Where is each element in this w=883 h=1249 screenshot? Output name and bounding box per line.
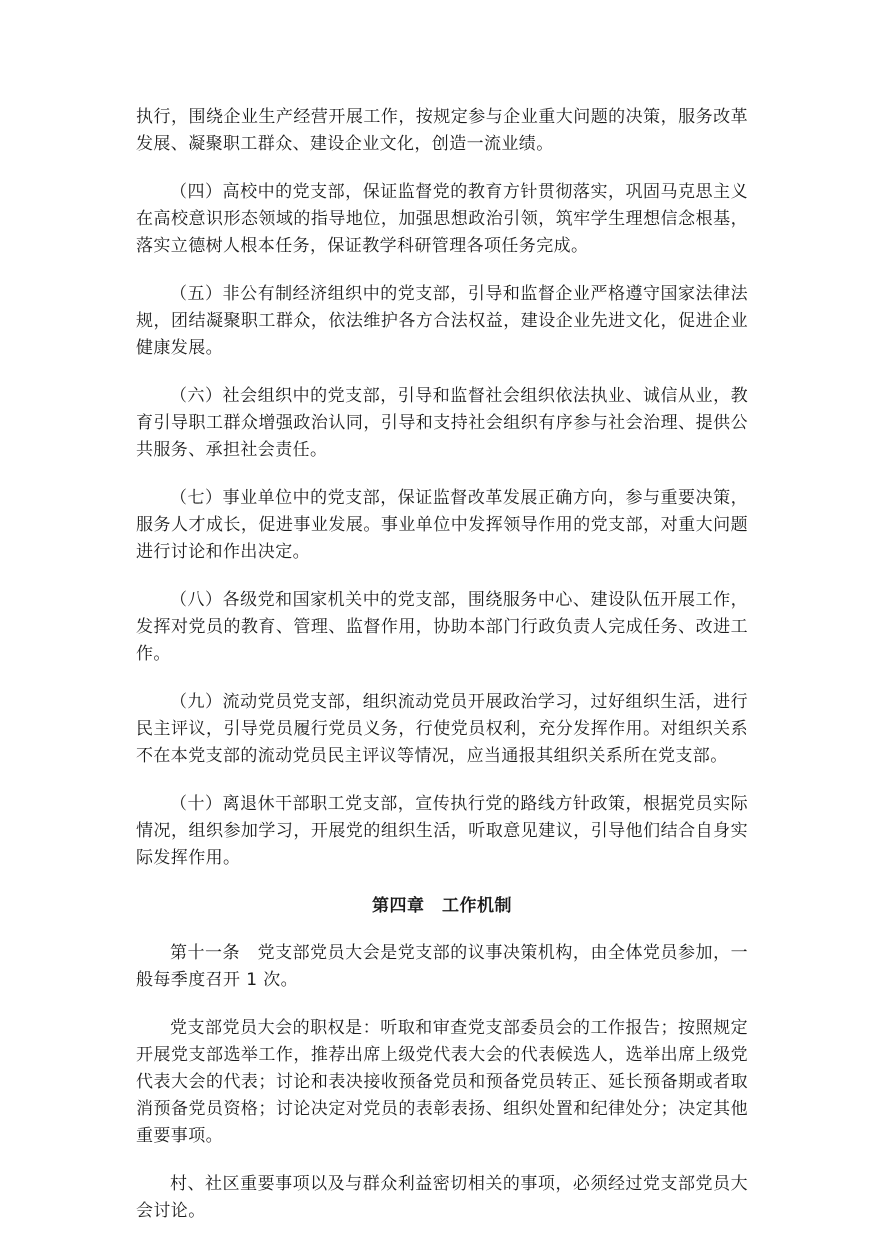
paragraph-item-4: （四）高校中的党支部，保证监督党的教育方针贯彻落实，巩固马克思主义在高校意识形态领域的指导地位，加强思想政治引领，筑牢学生理想信念根基，落实立德树人根本任务，保证教学科研管理各项任务完成。 (136, 182, 748, 256)
document-body (136, 104, 748, 1246)
paragraph-powers: 党支部党员大会的职权是：听取和审查党支部委员会的工作报告；按照规定开展党支部选举工作，推荐出席上级党代表大会的代表候选人，选举出席上级党代表大会的代表；讨论和表决接收预备党员和预备党员转正、延长预备期或者取消预备党员资格；讨论决定对党员的表彰表扬、组织处置和纪律处分；决定其他重要事项。 (136, 1018, 748, 1146)
paragraph-item-10: （十）离退休干部职工党支部，宣传执行党的路线方针政策，根据党员实际情况，组织参加学习，开展党的组织生活，听取意见建议，引导他们结合自身实际发挥作用。 (136, 794, 748, 868)
paragraph-item-6: （六）社会组织中的党支部，引导和监督社会组织依法执业、诚信从业，教育引导职工群众增强政治认同，引导和支持社会组织有序参与社会治理、提供公共服务、承担社会责任。 (136, 386, 748, 460)
paragraph-item-7: （七）事业单位中的党支部，保证监督改革发展正确方向，参与重要决策，服务人才成长，促进事业发展。事业单位中发挥领导作用的党支部，对重大问题进行讨论和作出决定。 (136, 488, 748, 562)
chapter-title: 第四章 工作机制 (372, 896, 512, 916)
paragraph-item-9: （九）流动党员党支部，组织流动党员开展政治学习，过好组织生活，进行民主评议，引导党员履行党员义务，行使党员权利，充分发挥作用。对组织关系不在本党支部的流动党员民主评议等情况，应当通报其组织关系所在党支部。 (136, 692, 748, 766)
paragraph-item-8: （八）各级党和国家机关中的党支部，围绕服务中心、建设队伍开展工作，发挥对党员的教育、管理、监督作用，协助本部门行政负责人完成任务、改进工作。 (136, 590, 748, 664)
paragraph-article-11: 第十一条 党支部党员大会是党支部的议事决策机构，由全体党员参加，一般每季度召开 1 次。 (136, 943, 748, 990)
paragraph-village-matters: 村、社区重要事项以及与群众利益密切相关的事项，必须经过党支部党员大会讨论。 (136, 1174, 748, 1221)
paragraph-item-5: （五）非公有制经济组织中的党支部，引导和监督企业严格遵守国家法律法规，团结凝聚职工群众，依法维护各方合法权益，建设企业先进文化，促进企业健康发展。 (136, 284, 748, 358)
paragraph-continuation: 执行，围绕企业生产经营开展工作，按规定参与企业重大问题的决策，服务改革发展、凝聚职工群众、建设企业文化，创造一流业绩。 (136, 107, 748, 154)
